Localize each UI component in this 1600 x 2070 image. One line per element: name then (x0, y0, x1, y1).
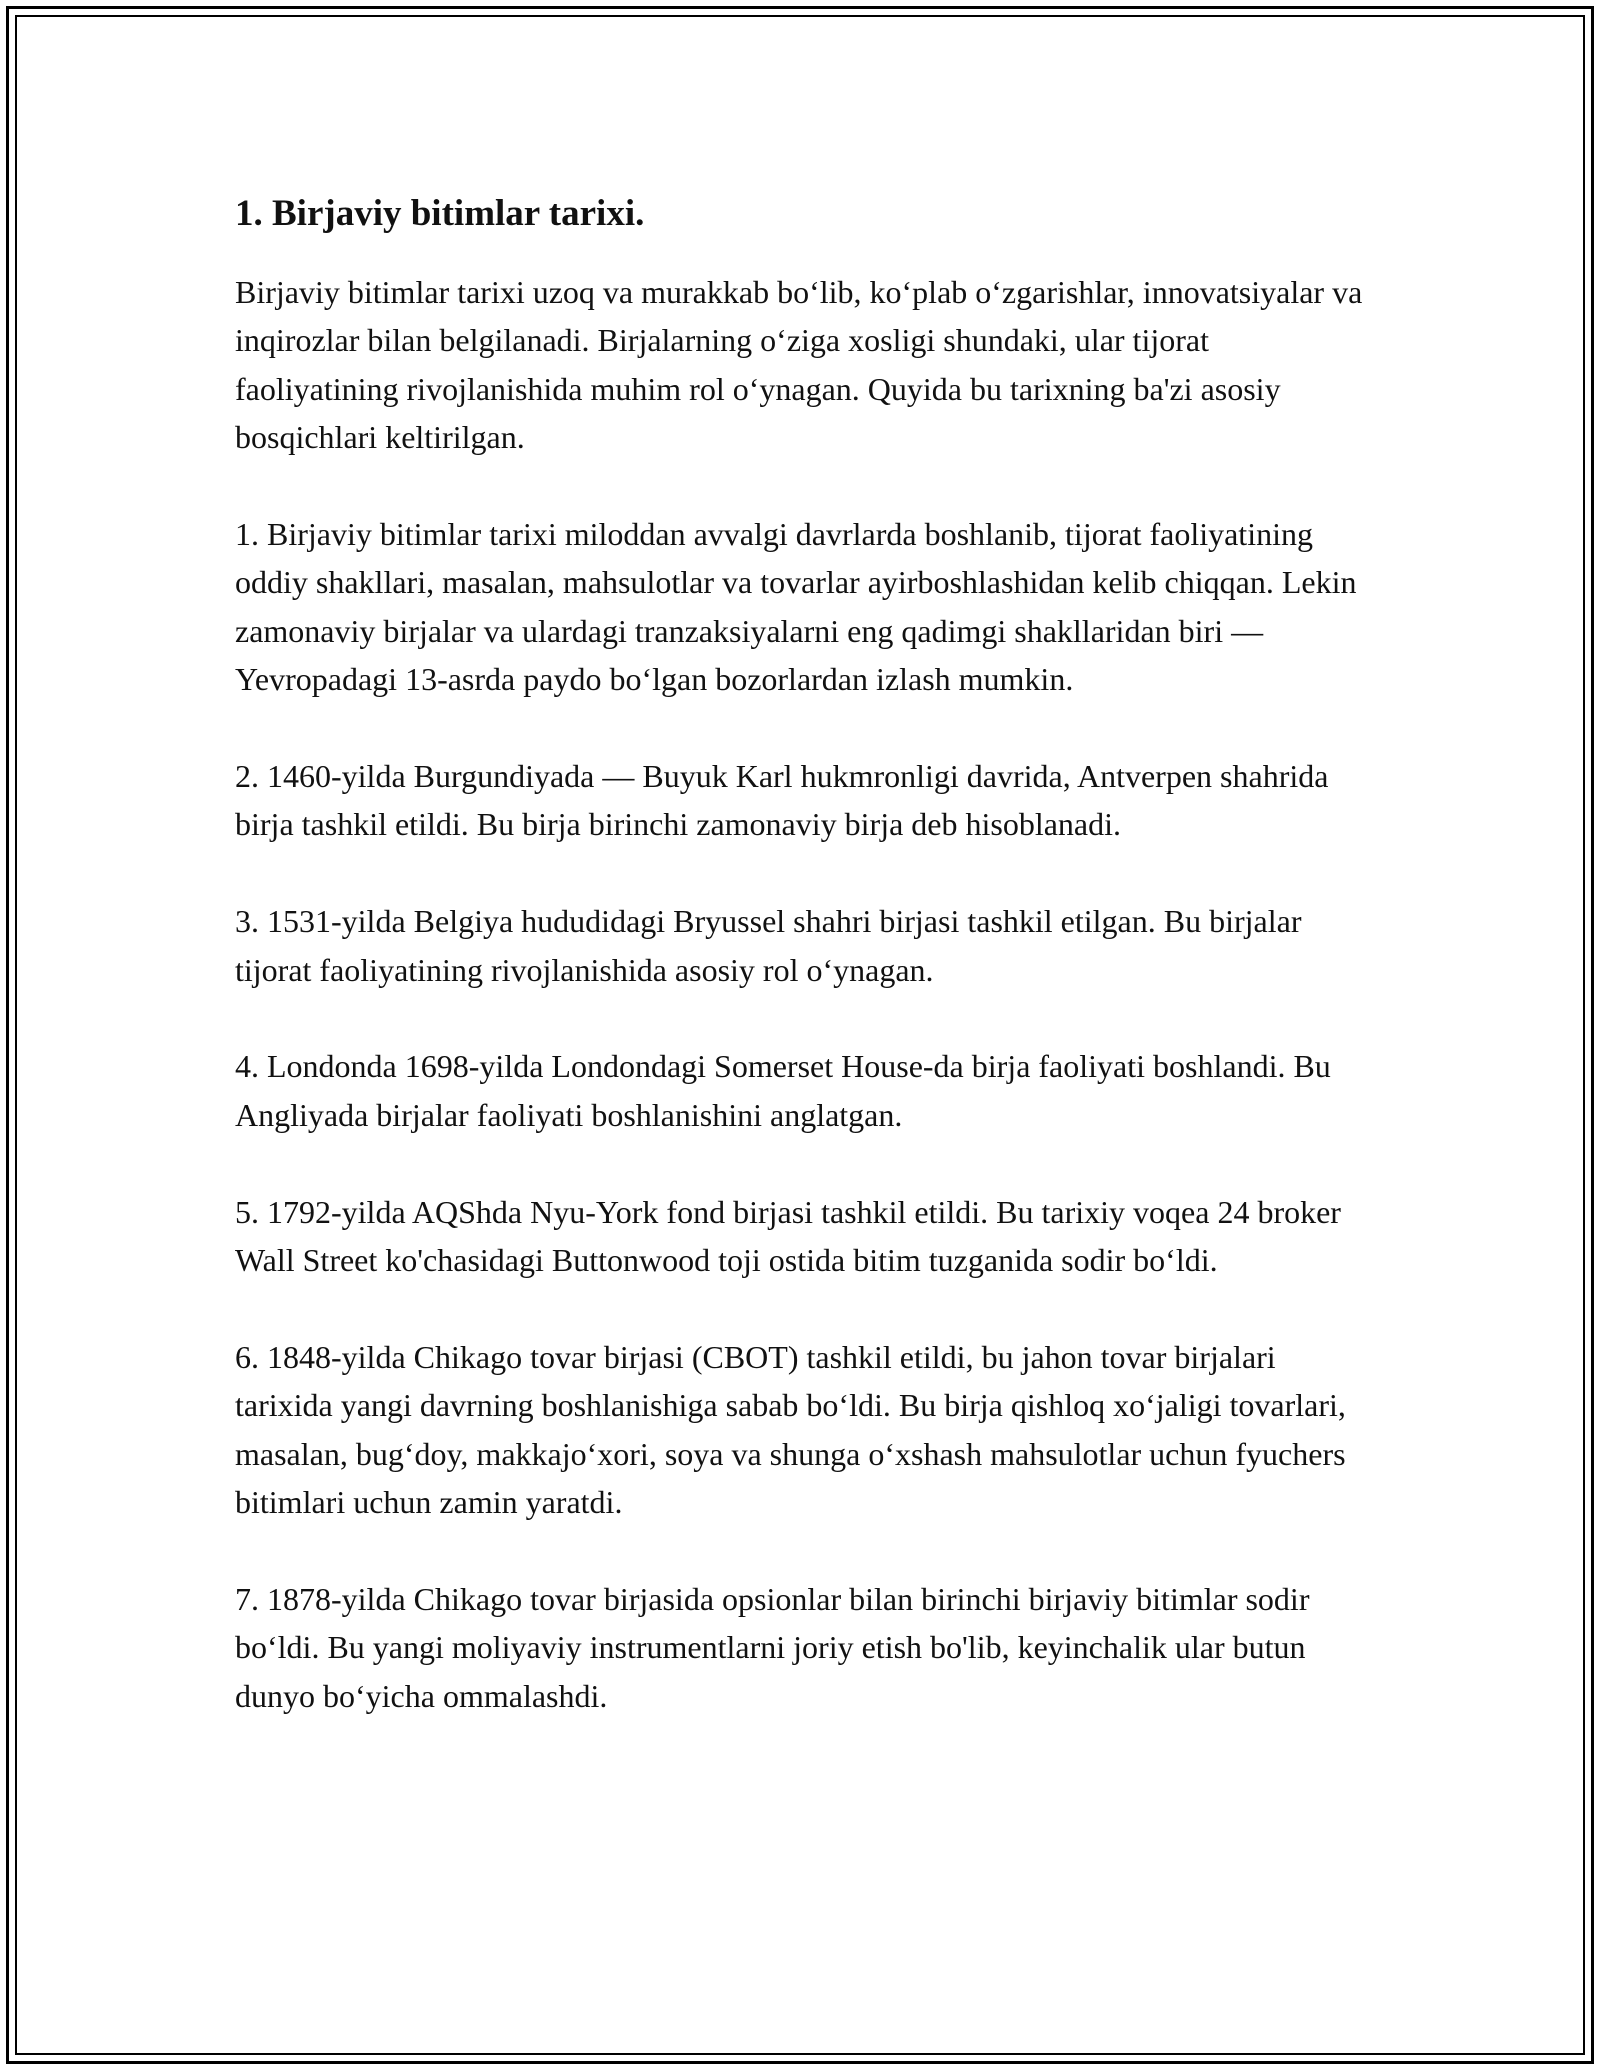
document-body (235, 188, 1365, 1768)
history-item-4: 4. Londonda 1698-yilda Londondagi Somerset House-da birja faoliyati boshlandi. Bu Angliyada birjalar faoliyati boshlanishini anglatgan. (235, 1048, 1331, 1133)
history-item-6: 6. 1848-yilda Chikago tovar birjasi (CBOT) tashkil etildi, bu jahon tovar birjalari tarixida yangi davrning boshlanishiga sabab bo‘ldi. Bu birja qishloq xo‘jaligi tovarlari, masalan, bug‘doy, makkajo‘xori, soya va shunga o‘xshash mahsulotlar uchun fyuchers bitimlari uchun zamin yaratdi. (235, 1338, 1346, 1521)
history-item-7: 7. 1878-yilda Chikago tovar birjasida opsionlar bilan birinchi birjaviy bitimlar sodir bo‘ldi. Bu yangi moliyaviy instrumentlarni joriy etish bo'lib, keyinchalik ular butun dunyo bo‘yicha ommalashdi. (235, 1580, 1310, 1714)
history-item-3: 3. 1531-yilda Belgiya hududidagi Bryussel shahri birjasi tashkil etilgan. Bu birjalar tijorat faoliyatining rivojlanishida asosiy rol o‘ynagan. (235, 903, 1302, 988)
intro-paragraph: Birjaviy bitimlar tarixi uzoq va murakkab bo‘lib, ko‘plab o‘zgarishlar, innovatsiyalar va inqirozlar bilan belgilanadi. Birjalarning o‘ziga xosligi shundaki, ular tijorat faoliyatining rivojlanishida muhim rol o‘ynagan. Quyida bu tarixning ba'zi asosiy bosqichlari keltirilgan. (235, 274, 1363, 456)
history-item-5: 5. 1792-yilda AQShda Nyu-York fond birjasi tashkil etildi. Bu tarixiy voqea 24 broker Wall Street ko'chasidagi Buttonwood toji ostida bitim tuzganida sodir bo‘ldi. (235, 1193, 1341, 1279)
history-item-2: 2. 1460-yilda Burgundiyada — Buyuk Karl hukmronligi davrida, Antverpen shahrida birja tashkil etildi. Bu birja birinchi zamonaviy birja deb hisoblanadi. (235, 758, 1329, 843)
history-item-1: 1. Birjaviy bitimlar tarixi miloddan avvalgi davrlarda boshlanib, tijorat faoliyatining oddiy shakllari, masalan, mahsulotlar va tovarlar ayirboshlashidan kelib chiqqan. Lekin zamonaviy birjalar va ulardagi tranzaksiyalarni eng qadimgi shakllaridan biri — Yevropadagi 13-asrda paydo bo‘lgan bozorlardan izlash mumkin. (235, 516, 1357, 698)
document-title: 1. Birjaviy bitimlar tarixi. (235, 193, 645, 234)
